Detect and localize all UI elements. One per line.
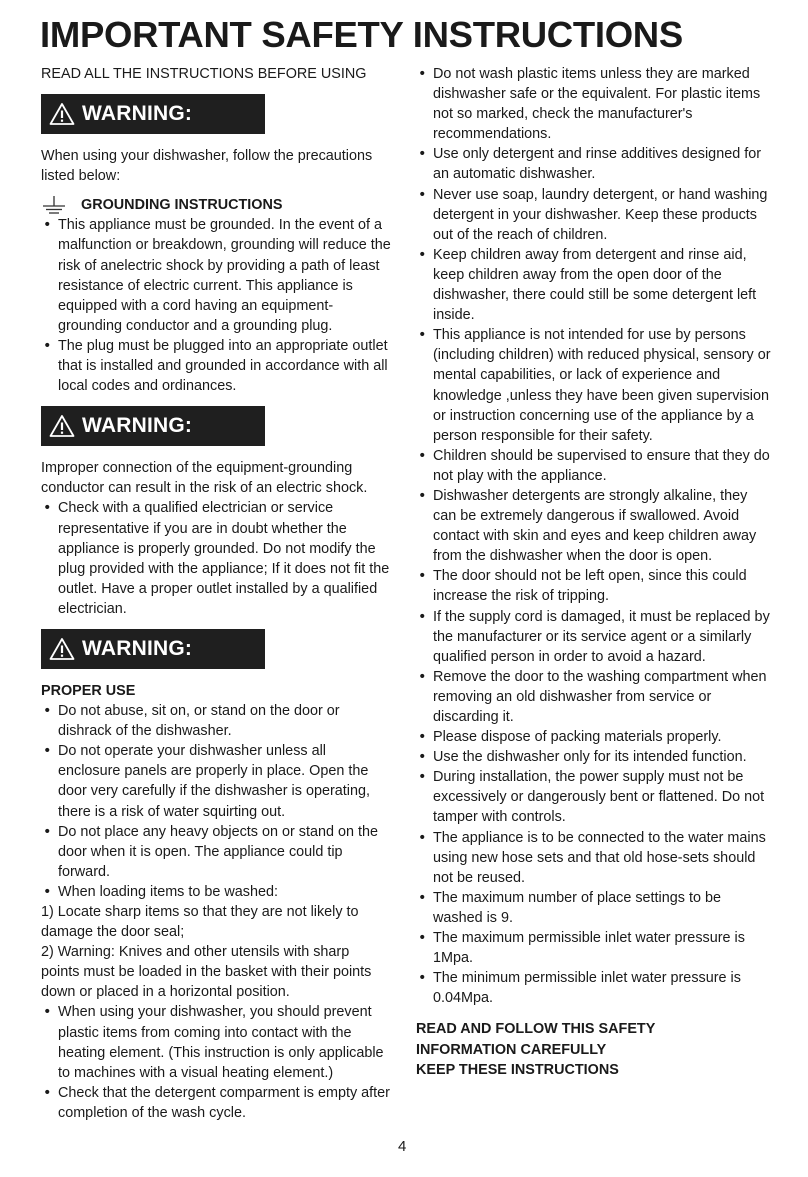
list-item: • Do not operate your dishwasher unless all enclosure panels are properly in place. Open the door very carefully if the dishwasher is operating, there is a risk of water squirting out. [41,741,391,821]
warning-triangle-icon [49,102,75,126]
sub-item: 1) Locate sharp items so that they are not likely to damage the door seal; [41,904,359,941]
read-all-heading: READ ALL THE INSTRUCTIONS BEFORE USING [41,66,367,82]
list-item: • During installation, the power supply must not be excessively or dangerously bent or flattened. Do not tamper with controls. [416,767,771,827]
list-item: • The appliance is to be connected to the water mains using new hose sets and that old hose-sets should not be reused. [416,828,771,888]
closing-line: READ AND FOLLOW THIS SAFETY [416,1021,656,1038]
proper-use-list [41,701,391,1123]
page-number: 4 [398,1138,407,1155]
list-item: • The door should not be left open, since this could increase the risk of tripping. [416,566,771,606]
list-item: • Do not wash plastic items unless they are marked dishwasher safe or the equivalent. For plastic items not so marked, check the manufacturer's recommendations. [416,64,771,144]
list-item [41,882,391,1003]
closing-line: KEEP THESE INSTRUCTIONS [416,1061,619,1078]
list-item: • Check with a qualified electrician or service representative if you are in doubt whether the appliance is properly grounded. Do not modify the plug provided with the appliance; If it does not fit the outlet. Have a proper outlet installed by a qualified electrician. [41,498,391,619]
list-item: • Children should be supervised to ensure that they do not play with the appliance. [416,446,771,486]
list-item: • Do not abuse, sit on, or stand on the door or dishrack of the dishwasher. [41,701,391,741]
list-item: • Remove the door to the washing compartment when removing an old dishwasher from service or discarding it. [416,667,771,727]
list-item: • This appliance must be grounded. In the event of a malfunction or breakdown, grounding will reduce the risk of anelectric shock by providing a path of least resistance of electric current. This appliance is equipped with a cord having an equipment-grounding conductor and a grounding plug. [41,215,391,336]
grounding-heading-row [41,195,391,215]
list-item: • Dishwasher detergents are strongly alkaline, they can be extremely dangerous if swallowed. Avoid contact with skin and eyes and keep children away from the dishwasher when the door is open. [416,486,771,566]
list-item: • The minimum permissible inlet water pressure is 0.04Mpa. [416,968,771,1008]
warning-banner-1 [41,94,265,134]
grounding-list [41,215,391,396]
closing-line: INFORMATION CAREFULLY [416,1041,607,1058]
improper-connection-text: Improper connection of the equipment-grounding conductor can result in the risk of an electric shock. [41,460,368,497]
warning-label: WARNING: [82,636,193,660]
warning-banner-3 [41,629,265,669]
left-column [41,64,391,1123]
list-item: • Check that the detergent comparment is empty after completion of the wash cycle. [41,1083,391,1123]
list-item: • If the supply cord is damaged, it must be replaced by the manufacturer or its service agent or a similarly qualified person in order to avoid a hazard. [416,607,771,667]
list-item: • When using your dishwasher, you should prevent plastic items from coming into contact with the heating element. (This instruction is only applicable to machines with a visual heating element.) [41,1002,391,1082]
list-item: • Keep children away from detergent and rinse aid, keep children away from the open door of the dishwasher, there could still be some detergent left inside. [416,245,771,325]
warning-triangle-icon [49,414,75,438]
grounding-heading: GROUNDING INSTRUCTIONS [81,197,283,214]
warning-label: WARNING: [82,414,193,438]
right-safety-list [416,64,771,1008]
list-item: • Please dispose of packing materials properly. [416,727,771,747]
list-item: • The maximum number of place settings to be washed is 9. [416,888,771,928]
ground-symbol-icon [41,195,67,215]
list-item: • The plug must be plugged into an appropriate outlet that is installed and grounded in accordance with all local codes and ordinances. [41,336,391,396]
warning-label: WARNING: [82,102,193,126]
improper-list [41,498,391,619]
list-item: • The maximum permissible inlet water pressure is 1Mpa. [416,928,771,968]
list-item: • Never use soap, laundry detergent, or hand washing detergent in your dishwasher. Keep these products out of the reach of children. [416,185,771,245]
intro-text: When using your dishwasher, follow the precautions listed below: [41,148,373,185]
list-item: • Use only detergent and rinse additives designed for an automatic dishwasher. [416,144,771,184]
warning-banner-2 [41,406,265,446]
right-column [416,64,771,1080]
proper-use-heading: PROPER USE [41,682,136,699]
sub-item: 2) Warning: Knives and other utensils with sharp points must be loaded in the basket with their points down or placed in a horizontal position. [41,944,372,1001]
warning-triangle-icon [49,637,75,661]
closing-notice [416,1019,771,1079]
page-title: IMPORTANT SAFETY INSTRUCTIONS [40,14,683,55]
list-item: • Do not place any heavy objects on or stand on the door when it is open. The appliance could tip forward. [41,822,391,882]
loading-items-label: When loading items to be washed: [58,883,278,900]
list-item: • This appliance is not intended for use by persons (including children) with reduced physical, sensory or mental capabilities, or lack of experience and knowledge ,unless they have been given supervision or instruction concerning use of the appliance by a person responsible for their safety. [416,325,771,446]
list-item: • Use the dishwasher only for its intended function. [416,747,771,767]
